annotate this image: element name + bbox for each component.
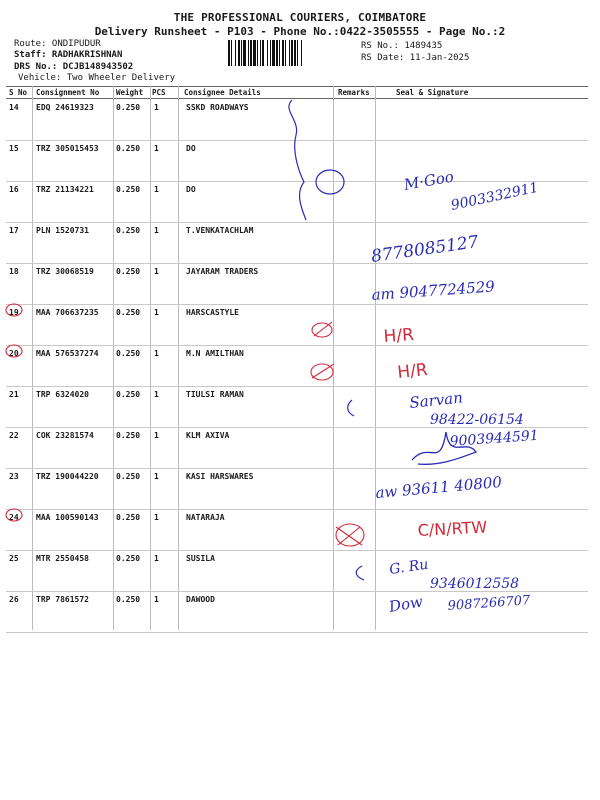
row-divider <box>6 427 588 428</box>
col-divider <box>375 86 376 630</box>
row-weight: 0.250 <box>116 144 141 153</box>
row-sno: 21 <box>9 390 19 399</box>
row-divider <box>6 632 588 633</box>
row-consignment-no: TRZ 30068519 <box>36 267 94 276</box>
row-consignment-no: TRZ 305015453 <box>36 144 99 153</box>
handwritten-phone: 9087266707 <box>447 593 531 614</box>
row-consignee: M.N AMILTHAN <box>186 349 244 358</box>
red-cross-mark <box>311 364 334 380</box>
row-weight: 0.250 <box>116 103 141 112</box>
handwritten-name: am 9047724529 <box>371 277 496 304</box>
row-sno: 14 <box>9 103 19 112</box>
col-header-seal: Seal & Signature <box>396 88 469 97</box>
row-sno: 24 <box>9 513 19 522</box>
vehicle-label: Vehicle: Two Wheeler Delivery <box>18 73 176 83</box>
row-weight: 0.250 <box>116 513 141 522</box>
row-consignee: DAWOOD <box>186 595 215 604</box>
handwritten-remark: H/R <box>382 324 415 347</box>
row-consignee: KLM AXIVA <box>186 431 230 440</box>
row-consignee: NATARAJA <box>186 513 225 522</box>
row-divider <box>6 386 588 387</box>
row-consignment-no: TRP 7861572 <box>36 595 89 604</box>
red-cross-mark <box>336 524 364 546</box>
row-consignee: DO <box>186 144 196 153</box>
rs-date: RS Date: 11-Jan-2025 <box>361 53 470 63</box>
company-title: THE PROFESSIONAL COURIERS, COIMBATORE <box>173 11 427 24</box>
runsheet-title: Delivery Runsheet - P103 - Phone No.:0422-3505555 - Page No.:2 <box>94 25 506 38</box>
row-pcs: 1 <box>154 267 159 276</box>
route-label: Route: ONDIPUDUR <box>14 39 101 49</box>
row-pcs: 1 <box>154 513 159 522</box>
row-weight: 0.250 <box>116 390 141 399</box>
blue-brace-mark <box>289 100 306 220</box>
row-divider <box>6 591 588 592</box>
row-pcs: 1 <box>154 431 159 440</box>
rs-number: RS No.: 1489435 <box>361 41 443 51</box>
row-sno: 19 <box>9 308 19 317</box>
row-pcs: 1 <box>154 595 159 604</box>
row-pcs: 1 <box>154 185 159 194</box>
row-sno: 26 <box>9 595 19 604</box>
row-weight: 0.250 <box>116 472 141 481</box>
row-consignment-no: TRZ 21134221 <box>36 185 94 194</box>
col-divider <box>178 86 179 630</box>
row-consignment-no: EDQ 24619323 <box>36 103 94 112</box>
blue-loop-mark <box>316 170 344 194</box>
row-divider <box>6 263 588 264</box>
row-consignee: HARSCASTYLE <box>186 308 239 317</box>
row-consignment-no: MAA 100590143 <box>36 513 99 522</box>
row-sno: 23 <box>9 472 19 481</box>
row-divider <box>6 509 588 510</box>
barcode <box>228 40 356 66</box>
row-divider <box>6 468 588 469</box>
row-pcs: 1 <box>154 472 159 481</box>
header-top-rule <box>6 86 588 87</box>
row-consignee: KASI HARSWARES <box>186 472 254 481</box>
handwritten-phone: 98422-06154 <box>430 412 524 428</box>
handwritten-name: M·Goo <box>402 167 456 194</box>
row-weight: 0.250 <box>116 554 141 563</box>
row-divider <box>6 181 588 182</box>
handwritten-remark: H/R <box>396 359 429 383</box>
row-weight: 0.250 <box>116 308 141 317</box>
row-weight: 0.250 <box>116 595 141 604</box>
handwritten-name: G. Ru <box>388 556 430 578</box>
col-divider <box>333 86 334 630</box>
row-pcs: 1 <box>154 308 159 317</box>
col-header-weight: Weight <box>116 88 144 97</box>
row-consignee: SSKD ROADWAYS <box>186 103 249 112</box>
row-divider <box>6 550 588 551</box>
row-weight: 0.250 <box>116 349 141 358</box>
row-consignee: SUSILA <box>186 554 215 563</box>
row-consignment-no: TRZ 190044220 <box>36 472 99 481</box>
signature-scribble <box>412 432 476 464</box>
row-consignee: T.VENKATACHLAM <box>186 226 254 235</box>
drs-number: DRS No.: DCJB148943502 <box>14 62 134 72</box>
row-sno: 18 <box>9 267 19 276</box>
row-divider <box>6 304 588 305</box>
row-weight: 0.250 <box>116 226 141 235</box>
row-pcs: 1 <box>154 554 159 563</box>
header-bottom-rule <box>6 98 588 99</box>
row-pcs: 1 <box>154 390 159 399</box>
row-divider <box>6 140 588 141</box>
col-divider <box>113 86 114 630</box>
row-consignment-no: COK 23281574 <box>36 431 94 440</box>
handwritten-remark: C/N/RTW <box>417 517 488 540</box>
handwritten-phone: 8778085127 <box>369 232 480 267</box>
handwritten-name: aw 93611 40800 <box>374 473 503 502</box>
col-header-consignment: Consignment No <box>36 88 100 97</box>
row-divider <box>6 345 588 346</box>
handwritten-phone: 9346012558 <box>430 576 520 592</box>
row-sno: 16 <box>9 185 19 194</box>
row-sno: 17 <box>9 226 19 235</box>
row-pcs: 1 <box>154 349 159 358</box>
handwritten-name: Dow <box>387 592 425 616</box>
row-consignee: TIULSI RAMAN <box>186 390 244 399</box>
row-consignment-no: TRP 6324020 <box>36 390 89 399</box>
row-pcs: 1 <box>154 226 159 235</box>
row-sno: 25 <box>9 554 19 563</box>
col-divider <box>32 86 33 630</box>
handwritten-phone: 9003332911 <box>449 179 540 214</box>
col-header-pcs: PCS <box>152 88 166 97</box>
row-consignee: JAYARAM TRADERS <box>186 267 259 276</box>
row-weight: 0.250 <box>116 185 141 194</box>
col-header-consignee: Consignee Details <box>184 88 261 97</box>
col-header-remarks: Remarks <box>338 88 370 97</box>
row-sno: 22 <box>9 431 19 440</box>
row-consignment-no: PLN 1520731 <box>36 226 89 235</box>
row-weight: 0.250 <box>116 431 141 440</box>
col-header-sno: S No <box>9 88 28 97</box>
handwritten-phone: 9003944591 <box>449 427 540 450</box>
blue-tick-mark <box>348 400 354 416</box>
col-divider <box>150 86 151 630</box>
row-divider <box>6 222 588 223</box>
row-consignment-no: MAA 576537274 <box>36 349 99 358</box>
red-cross-mark <box>312 322 332 337</box>
row-sno: 15 <box>9 144 19 153</box>
blue-tick-mark <box>356 566 364 580</box>
row-pcs: 1 <box>154 103 159 112</box>
staff-label: Staff: RADHAKRISHNAN <box>14 50 123 60</box>
row-consignee: DO <box>186 185 196 194</box>
row-weight: 0.250 <box>116 267 141 276</box>
row-consignment-no: MAA 706637235 <box>36 308 99 317</box>
handwritten-name: Sarvan <box>408 388 464 412</box>
row-pcs: 1 <box>154 144 159 153</box>
row-consignment-no: MTR 2550458 <box>36 554 89 563</box>
row-sno: 20 <box>9 349 19 358</box>
